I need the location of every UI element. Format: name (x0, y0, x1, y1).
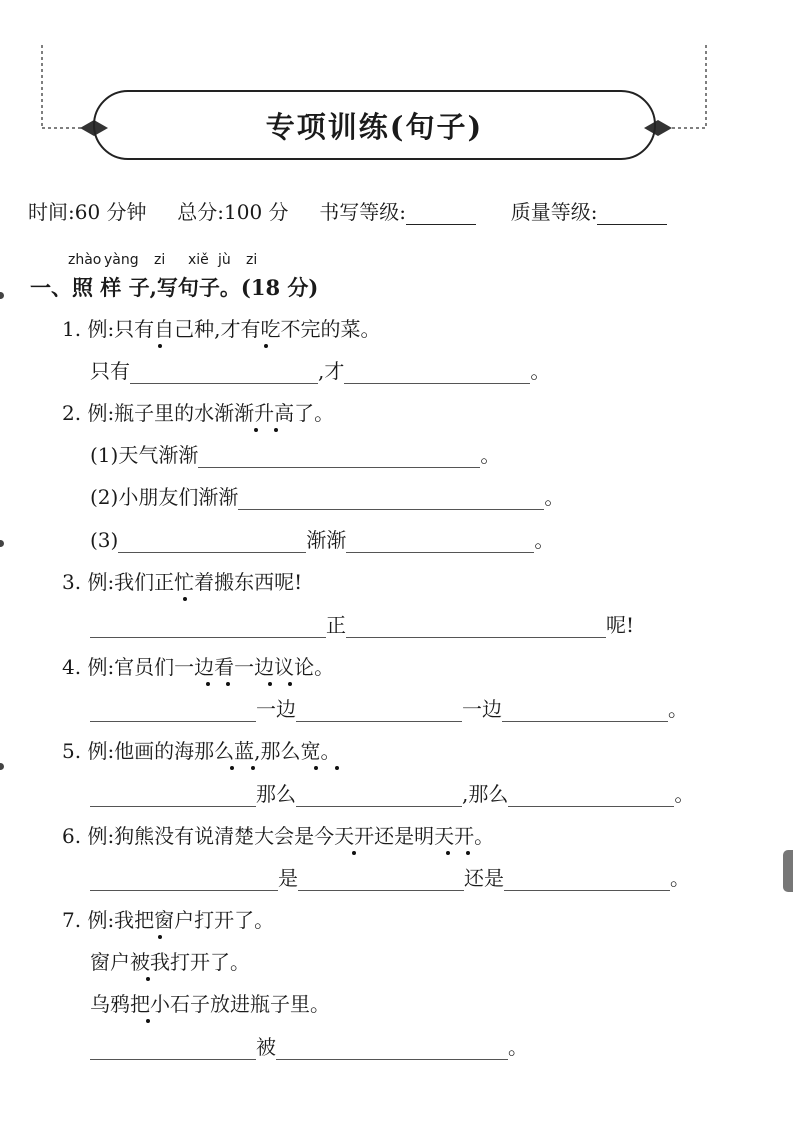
q2-blank-3[interactable] (118, 532, 306, 553)
q6-blank-3[interactable] (504, 870, 670, 891)
binding-hole (0, 763, 4, 770)
q6-mid-1: 是 (278, 866, 298, 890)
pinyin-yang: yàng (104, 252, 139, 268)
q4-example: 4. 例:官员们一边看一边议论。 (62, 655, 335, 679)
q1-blank-1[interactable] (130, 363, 318, 384)
q4-answer-row (90, 696, 688, 722)
q2-blank-1[interactable] (198, 447, 480, 468)
q1-end: 。 (530, 359, 551, 383)
q4-mid-1: 一边 (256, 697, 296, 721)
pinyin-zi: zi (154, 252, 166, 268)
emphasis-dot (146, 977, 150, 981)
q1-example: 1. 例:只有自己种,才有吃不完的菜。 (62, 317, 381, 341)
meta-row (28, 196, 773, 225)
pinyin-xie: xiě (188, 252, 209, 268)
q1-answer-row (90, 358, 550, 384)
writing-grade-blank[interactable] (406, 204, 476, 225)
pinyin-zhao: zhào (68, 252, 102, 268)
quality-grade-blank[interactable] (597, 204, 667, 225)
q2-row-3-label: (3) (90, 528, 119, 552)
scrollbar-thumb[interactable] (783, 850, 793, 892)
q6-mid-2: 还是 (464, 866, 504, 890)
q3-mid: 正 (326, 613, 346, 637)
emphasis-dot (446, 851, 450, 855)
q4-end: 。 (668, 697, 688, 721)
writing-grade-label: 书写等级: (319, 200, 407, 224)
q4-blank-3[interactable] (502, 701, 668, 722)
time-label: 时间:60 分钟 (28, 200, 147, 224)
page-title: 专项训练(句子) (265, 109, 484, 144)
binding-hole (0, 540, 4, 547)
emphasis-dot (146, 1019, 150, 1023)
pinyin-zi-2: zi (246, 252, 258, 268)
q1-mid: ,才 (318, 359, 345, 383)
q6-answer-row (90, 865, 690, 891)
q5-blank-2[interactable] (296, 786, 462, 807)
emphasis-dot (183, 597, 187, 601)
q2-row-3 (90, 527, 554, 553)
q4-blank-1[interactable] (90, 701, 256, 722)
q4-blank-2[interactable] (296, 701, 462, 722)
emphasis-dot (226, 682, 230, 686)
q1-prefix: 只有 (90, 359, 130, 383)
q2-blank-4[interactable] (346, 532, 534, 553)
q2-row-1-label: (1)天气渐渐 (90, 443, 199, 467)
q7-answer-row (90, 1034, 528, 1060)
section-heading: 一、照 样 子,写句子。(18 分) (30, 275, 319, 300)
emphasis-dot (264, 344, 268, 348)
q6-end: 。 (670, 866, 690, 890)
emphasis-dot (274, 428, 278, 432)
pinyin-ju: jù (218, 252, 231, 268)
emphasis-dot (158, 344, 162, 348)
q7-blank-2[interactable] (276, 1039, 508, 1060)
quality-grade-label: 质量等级: (510, 200, 598, 224)
q5-end: 。 (674, 782, 695, 806)
q5-example: 5. 例:他画的海那么蓝,那么宽。 (62, 739, 341, 763)
emphasis-dot (288, 682, 292, 686)
emphasis-dot (466, 851, 470, 855)
binding-hole (0, 292, 4, 299)
emphasis-dot (251, 766, 255, 770)
emphasis-dot (230, 766, 234, 770)
q2-row-3-mid: 渐渐 (306, 528, 347, 552)
q7-example: 7. 例:我把窗户打开了。 (62, 908, 275, 932)
q6-example: 6. 例:狗熊没有说清楚大会是今天开还是明天开。 (62, 824, 495, 848)
q2-example: 2. 例:瓶子里的水渐渐升高了。 (62, 401, 335, 425)
emphasis-dot (254, 428, 258, 432)
emphasis-dot (335, 766, 339, 770)
q2-row-3-end: 。 (534, 528, 555, 552)
q6-blank-1[interactable] (90, 870, 278, 891)
q3-answer-row (90, 612, 634, 638)
emphasis-dot (158, 935, 162, 939)
total-label: 总分:100 分 (177, 200, 289, 224)
emphasis-dot (352, 851, 356, 855)
q1-blank-2[interactable] (344, 363, 530, 384)
q3-blank-2[interactable] (346, 617, 606, 638)
q2-blank-2[interactable] (238, 489, 544, 510)
q5-mid-1: 那么 (256, 782, 296, 806)
q5-mid-2: ,那么 (462, 782, 509, 806)
emphasis-dot (268, 682, 272, 686)
q3-example: 3. 例:我们正忙着搬东西呢! (62, 570, 303, 594)
q2-row-2-label: (2)小朋友们渐渐 (90, 485, 239, 509)
emphasis-dot (314, 766, 318, 770)
q5-blank-3[interactable] (508, 786, 674, 807)
q6-blank-2[interactable] (298, 870, 464, 891)
q7-mid: 被 (256, 1035, 276, 1059)
q7-example-line-2: 窗户被我打开了。 (90, 950, 250, 974)
q3-end: 呢! (606, 613, 635, 637)
q3-blank-1[interactable] (90, 617, 326, 638)
q5-answer-row (90, 781, 694, 807)
q4-mid-2: 一边 (462, 697, 502, 721)
title-box (93, 90, 656, 160)
q7-end: 。 (508, 1035, 528, 1059)
q2-row-1-end: 。 (480, 443, 501, 467)
q2-row-2-end: 。 (544, 485, 565, 509)
emphasis-dot (206, 682, 210, 686)
q5-blank-1[interactable] (90, 786, 256, 807)
q7-prompt: 乌鸦把小石子放进瓶子里。 (90, 992, 330, 1016)
q7-blank-1[interactable] (90, 1039, 256, 1060)
q2-row-1 (90, 442, 500, 468)
q2-row-2 (90, 484, 564, 510)
